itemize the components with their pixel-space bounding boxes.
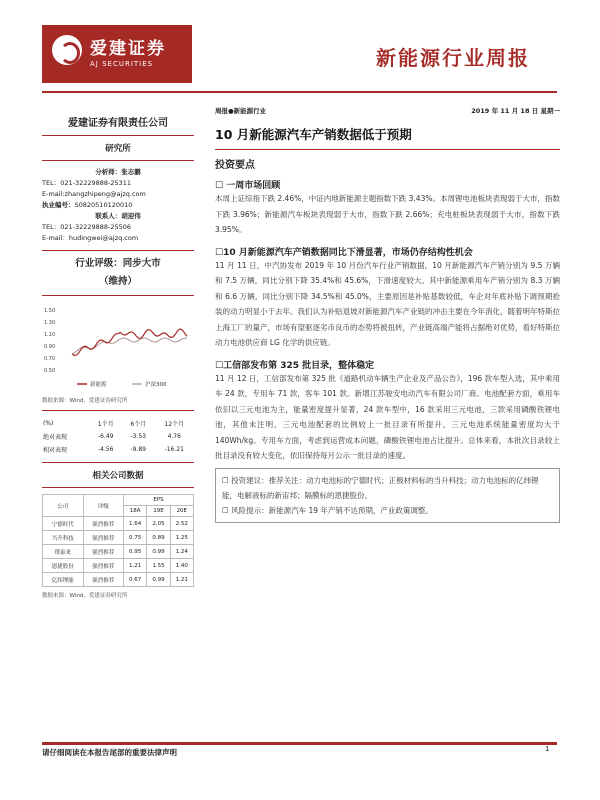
investment-advice-text: 投资建议：推荐关注：动力电池标的宁德时代；正极材料标的当升科技；动力电池标的亿纬锂能，电解液标的新宙邦；隔膜标的恩捷股份。	[222, 475, 539, 500]
key-points-heading: 投资要点	[215, 160, 255, 171]
analyst-name: 张志鹏	[121, 168, 141, 176]
perf-header-row	[42, 417, 194, 430]
perf-row-relative	[42, 443, 194, 456]
perf-header: 12个月	[164, 421, 185, 428]
table-row	[43, 517, 194, 531]
investment-advice	[222, 473, 553, 503]
comp-cell: 1.55	[147, 559, 170, 573]
series-new-energy-line	[72, 329, 187, 355]
sidebar-divider	[42, 295, 194, 296]
section-body-sales-data: 11 月 11 日，中汽协发布 2019 年 10 月份汽车行业产销数据，10 月新能源汽车产销分别为 9.5 万辆和 7.5 万辆，同比分别下降 35.4%和 45.6%，下滑速度较大。其中新能源乘用车产销分别为 8.3 万辆和 6.6 万辆，同比分别下降 34.5%和 45.0%，主要原因是补贴基数较低，车企对年底补贴下调预期抢装的动力明显小于去年。我们认为补贴退坡对新能源汽车产业链的冲击主要在今年消化，随着明年特斯拉上海工厂的量产，市场有望驱逐劣币良币的态势将被扭转，产业链高端产能将占据绝对优势，看好特斯拉动力电池供应商 LG 化学的供应链。	[215, 260, 560, 347]
comp-header: 公司	[43, 495, 84, 517]
comp-cell: 1.64	[124, 517, 147, 531]
comp-cell: 1.24	[170, 545, 193, 559]
comp-header: 评级	[83, 495, 124, 517]
y-tick-label: 1.30	[44, 320, 56, 326]
comp-cell: 0.99	[147, 545, 170, 559]
table-row	[43, 573, 194, 587]
legend-label: 新能源	[90, 382, 107, 388]
table-row	[43, 531, 194, 545]
section-heading-market-review	[215, 178, 560, 191]
comp-cell: 强烈推荐	[83, 531, 124, 545]
sidebar-divider	[42, 160, 194, 161]
perf-cell: -9.89	[130, 446, 146, 453]
cert-label: 执业编号：	[42, 201, 75, 209]
contact-name: 胡迎伟	[121, 212, 141, 220]
comp-header: EPS	[124, 495, 194, 506]
sidebar-divider	[42, 462, 194, 463]
y-tick-label: 1.10	[44, 332, 56, 338]
checkbox-bullet-icon: ☐	[222, 475, 232, 485]
comp-cell: 强烈推荐	[83, 517, 124, 531]
eps-year: 20E	[170, 506, 193, 517]
sidebar-divider	[42, 135, 194, 136]
perf-row-absolute	[42, 430, 194, 443]
comp-cell: 0.95	[124, 545, 147, 559]
comp-cell: 0.99	[147, 573, 170, 587]
index-performance-chart	[42, 302, 194, 392]
checkbox-bullet-icon: ☐	[215, 181, 227, 191]
section-title: 工信部发布第 325 批目录，整体稳定	[223, 360, 375, 371]
perf-header: 6个月	[130, 421, 147, 428]
contact-tel: TEL：021-32229888-25506	[42, 223, 132, 231]
comp-cell: 0.75	[124, 531, 147, 545]
perf-cell: 4.76	[167, 433, 181, 440]
risk-warning-text: 风险提示：新能源汽车 19 年产销不达预期，产业政策调整。	[231, 505, 433, 515]
comp-cell: 1.25	[170, 531, 193, 545]
analyst-email: E-mail:zhangzhipeng@ajzq.com	[42, 190, 146, 198]
section-heading-catalog	[215, 358, 560, 371]
logo-chinese-name: 爱建证券	[90, 39, 166, 59]
y-tick-label: 1.50	[44, 308, 56, 314]
comp-cell: 2.52	[170, 517, 193, 531]
y-tick-label: 0.50	[44, 368, 56, 374]
sidebar-divider	[42, 250, 194, 251]
company-eps-table	[42, 494, 194, 587]
contact-label: 联系人：	[95, 212, 122, 220]
perf-header: (%)	[43, 420, 54, 427]
checkbox-bullet-icon: ☐	[222, 505, 232, 515]
page-number: 1	[545, 745, 550, 753]
eps-year: 18A	[124, 506, 147, 517]
analyst-line	[42, 167, 194, 178]
section-body-catalog: 11 月 12 日，工信部发布第 325 批《道路机动车辆生产企业及产品公告》，196 款车型入选，其中乘用车 24 款，专用车 71 款，客车 101 款。新增江苏骏安电动汽车有限公司厂商。电池配套方面，乘用车依旧以三元电池为主，能量密度提升显著，24 款车型中，16 款采用三元电池，三款采用磷酸铁锂电池，其他未注明，三元电池配套的比例较上一批目录有所提升，三元电池系统能量密度均大于 140Wh/kg。专用车方面，考虑到运营成本问题，磷酸铁锂电池占比提升。总体来看，本批次目录较上批目录没有较大变化，依旧保持每月公示一批目录的速度。	[215, 373, 560, 460]
sidebar	[42, 100, 194, 599]
footer-divider	[42, 742, 557, 745]
company-logo	[42, 25, 192, 83]
report-title: 新能源行业周报	[376, 46, 530, 70]
comp-cell: 1.21	[170, 573, 193, 587]
section-title: 一周市场回顾	[226, 181, 281, 191]
series-hs300-line	[72, 338, 187, 354]
legend-label: 沪深300	[145, 382, 167, 388]
comp-cell: 当升科技	[43, 531, 84, 545]
chart-source: 数据来源：Wind，爱建证券研究所	[42, 398, 128, 404]
industry-rating-status: （维持）	[98, 276, 137, 287]
risk-warning	[222, 503, 553, 518]
title-divider	[215, 149, 560, 150]
comp-cell: 0.89	[147, 531, 170, 545]
comp-cell: 强烈推荐	[83, 545, 124, 559]
main-content	[215, 100, 560, 523]
performance-table	[42, 417, 194, 456]
header-divider	[42, 91, 557, 93]
contact-email: E-mail：hudingwei@ajzq.com	[42, 234, 139, 242]
company-name: 爱建证券有限责任公司	[68, 118, 168, 129]
perf-header: 1个月	[97, 421, 114, 428]
comp-cell: 强烈推荐	[83, 573, 124, 587]
perf-cell: -3.53	[130, 433, 146, 440]
table-row	[43, 545, 194, 559]
checkbox-bullet-icon: ☐	[215, 360, 224, 371]
analyst-label: 分析师：	[95, 168, 122, 176]
section-heading-sales-data	[215, 245, 560, 258]
comp-cell: 2.05	[147, 517, 170, 531]
report-date: 2019 年 11 月 18 日 星期一	[471, 107, 560, 115]
advice-box	[215, 468, 560, 523]
comp-cell: 强烈推荐	[83, 559, 124, 573]
eps-year: 19E	[147, 506, 170, 517]
comp-cell: 1.21	[124, 559, 147, 573]
table-row	[43, 559, 194, 573]
analyst-tel: TEL：021-32229888-25311	[42, 179, 132, 187]
cert-number: S0820510120010	[74, 201, 133, 209]
comp-header-row	[43, 495, 194, 506]
perf-cell: -16.21	[164, 446, 184, 453]
comp-cell: 璞泰来	[43, 545, 84, 559]
contact-line	[42, 211, 194, 222]
logo-english-name: AJ SECURITIES	[90, 60, 154, 68]
section-title: 10 月新能源汽车产销数据同比下滑显著，市场仍存结构性机会	[223, 247, 473, 258]
sidebar-divider	[42, 410, 194, 411]
comp-cell: 1.40	[170, 559, 193, 573]
comp-cell: 恩捷股份	[43, 559, 84, 573]
report-meta	[215, 106, 560, 115]
report-type: 周报●新能源行业	[215, 107, 267, 115]
comp-source: 数据来源：Wind，爱建证券研究所	[42, 593, 128, 599]
comp-cell: 亿纬锂能	[43, 573, 84, 587]
industry-rating: 行业评级：同步大市	[75, 258, 161, 269]
perf-cell: -4.56	[97, 446, 114, 453]
section-body-market-review: 本周上证综指下跌 2.46%，中证内地新能源主题指数下跌 3.43%。本周锂电池板块表现弱于大市，指数下跌 3.96%；新能源汽车板块表现弱于大市，指数下跌 2.66%；充电桩板块表现弱于大市，指数下跌 3.95%。	[215, 194, 560, 234]
cert-line	[42, 200, 194, 211]
perf-cell: 绝对表现	[43, 434, 68, 441]
legal-disclaimer-note: 请仔细阅读在本报告尾部的重要法律声明	[42, 748, 177, 757]
article-title: 10 月新能源汽车产销数据低于预期	[215, 127, 412, 142]
institute-label: 研究所	[105, 144, 131, 154]
y-tick-label: 0.70	[44, 356, 56, 362]
perf-cell: -6.49	[97, 433, 114, 440]
logo-emblem-icon	[52, 35, 82, 65]
y-tick-label: 0.90	[44, 344, 56, 350]
comp-cell: 宁德时代	[43, 517, 84, 531]
comp-cell: 0.67	[124, 573, 147, 587]
company-data-title: 相关公司数据	[92, 471, 144, 481]
checkbox-bullet-icon: ☐	[215, 247, 224, 258]
sidebar-divider	[42, 487, 194, 488]
perf-cell: 相对表现	[43, 447, 68, 454]
